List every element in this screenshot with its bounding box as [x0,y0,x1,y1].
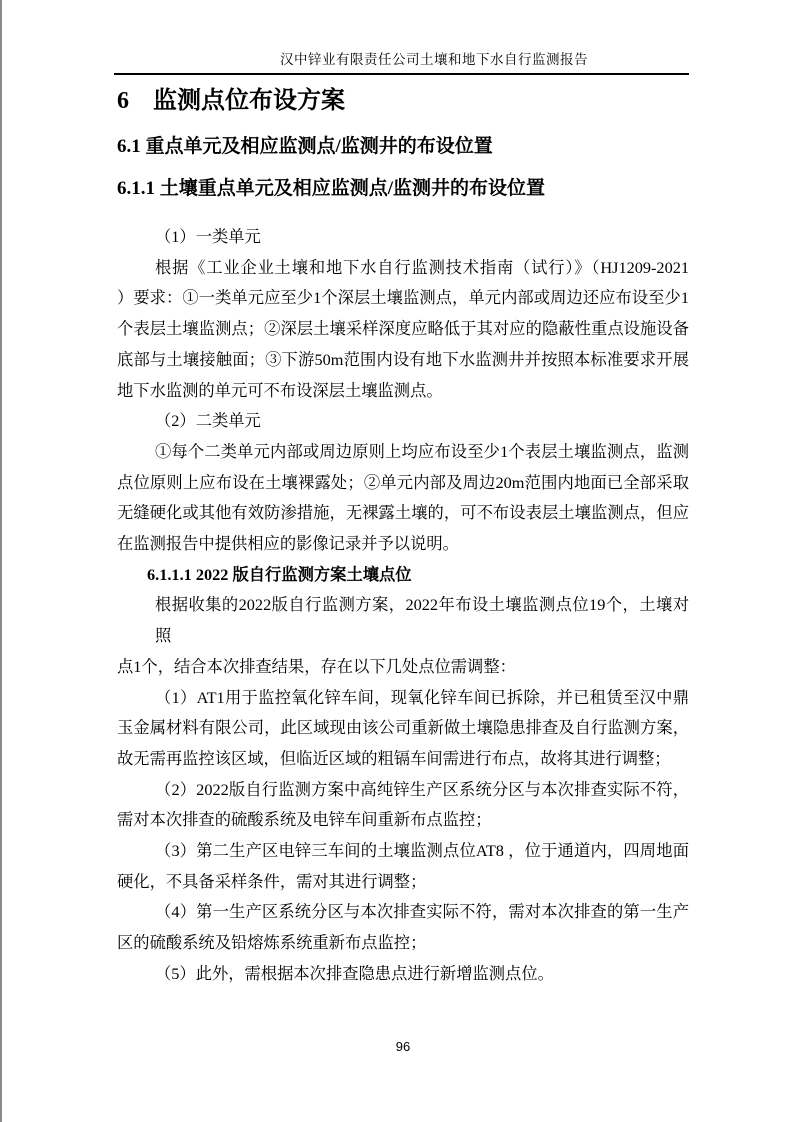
paragraph-line: （3）第二生产区电锌三车间的土壤监测点位AT8 ，位于通道内，四周地面 [155,841,689,861]
document-body [117,86,689,990]
paragraph-line: 无缝硬化或其他有效防渗措施，无裸露土壤的，可不布设表层土壤监测点，但应 [117,503,689,523]
paragraph-line: 硬化，不具备采样条件，需对其进行调整； [117,871,427,891]
paragraph [117,897,689,958]
paragraph-line: 底部与土壤接触面；③下游50m范围内设有地下水监测井并按照本标准要求开展 [117,349,689,369]
paragraph-line: ①每个二类单元内部或周边原则上均应布设至少1个表层土壤监测点，监测 [155,441,689,461]
header-rule [114,73,689,75]
paragraph-line: （4）第一生产区系统分区与本次排查实际不符，需对本次排查的第一生产 [155,902,689,922]
paragraph [117,959,689,990]
page-number: 96 [395,1039,411,1054]
paragraph-line: （2）二类单元 [155,411,261,431]
heading-h1: 6 监测点位布设方案 [117,88,345,114]
heading-h3: 6.1.1 土壤重点单元及相应监测点/监测井的布设位置 [117,178,546,199]
heading-h4: 6.1.1.1 2022 版自行监测方案土壤点位 [147,564,412,584]
paragraph-line: 需对本次排查的硫酸系统及电锌车间重新布点监控； [117,810,492,830]
paragraph [117,222,689,253]
paragraph-line: （1）AT1用于监控氧化锌车间，现氧化锌车间已拆除，并已租赁至汉中鼎 [155,687,689,707]
heading-h2: 6.1 重点单元及相应监测点/监测井的布设位置 [117,136,493,157]
paragraph [117,590,689,682]
paragraph-line: （1）一类单元 [155,227,261,246]
paragraph [117,253,689,407]
paragraph-line: 根据《工业企业土壤和地下水自行监测技术指南（试行）》（HJ1209-2021 [155,257,689,277]
paragraph-line: 区的硫酸系统及铅熔炼系统重新布点监控； [117,933,427,953]
paragraph-line: 点位原则上应布设在土壤裸露处；②单元内部及周边20m范围内地面已全部采取 [117,472,689,492]
paragraph-line: （2）2022版自行监测方案中高纯锌生产区系统分区与本次排查实际不符， [155,779,689,799]
paragraph [117,406,689,437]
paragraph [117,775,689,836]
paragraph-line: 在监测报告中提供相应的影像记录并予以说明。 [117,534,459,554]
paragraph-line: 根据收集的2022版自行监测方案，2022年布设土壤监测点位19个，土壤对照 [155,595,689,646]
paragraph [117,683,689,775]
paragraph-line: 个表层土壤监测点；②深层土壤采样深度应略低于其对应的隐蔽性重点设施设备 [117,319,689,339]
paragraph-line: 玉金属材料有限公司，此区域现由该公司重新做土壤隐患排查及自行监测方案， [117,718,689,738]
paragraph-line: 地下水监测的单元可不布设深层土壤监测点。 [117,380,443,400]
paragraph [117,437,689,560]
paragraph-line: 故无需再监控该区域，但临近区域的粗镉车间需进行布点，故将其进行调整； [117,748,671,768]
paragraph-line: 点1个，结合本次排查结果，存在以下几处点位需调整： [117,656,516,676]
running-header-title: 汉中锌业有限责任公司土壤和地下水自行监测报告 [280,52,588,67]
paragraph [117,836,689,897]
paragraph-line: ）要求：①一类单元应至少1个深层土壤监测点，单元内部或周边还应布设至少1 [117,288,689,308]
paragraph-line: （5）此外，需根据本次排查隐患点进行新增监测点位。 [155,963,554,983]
